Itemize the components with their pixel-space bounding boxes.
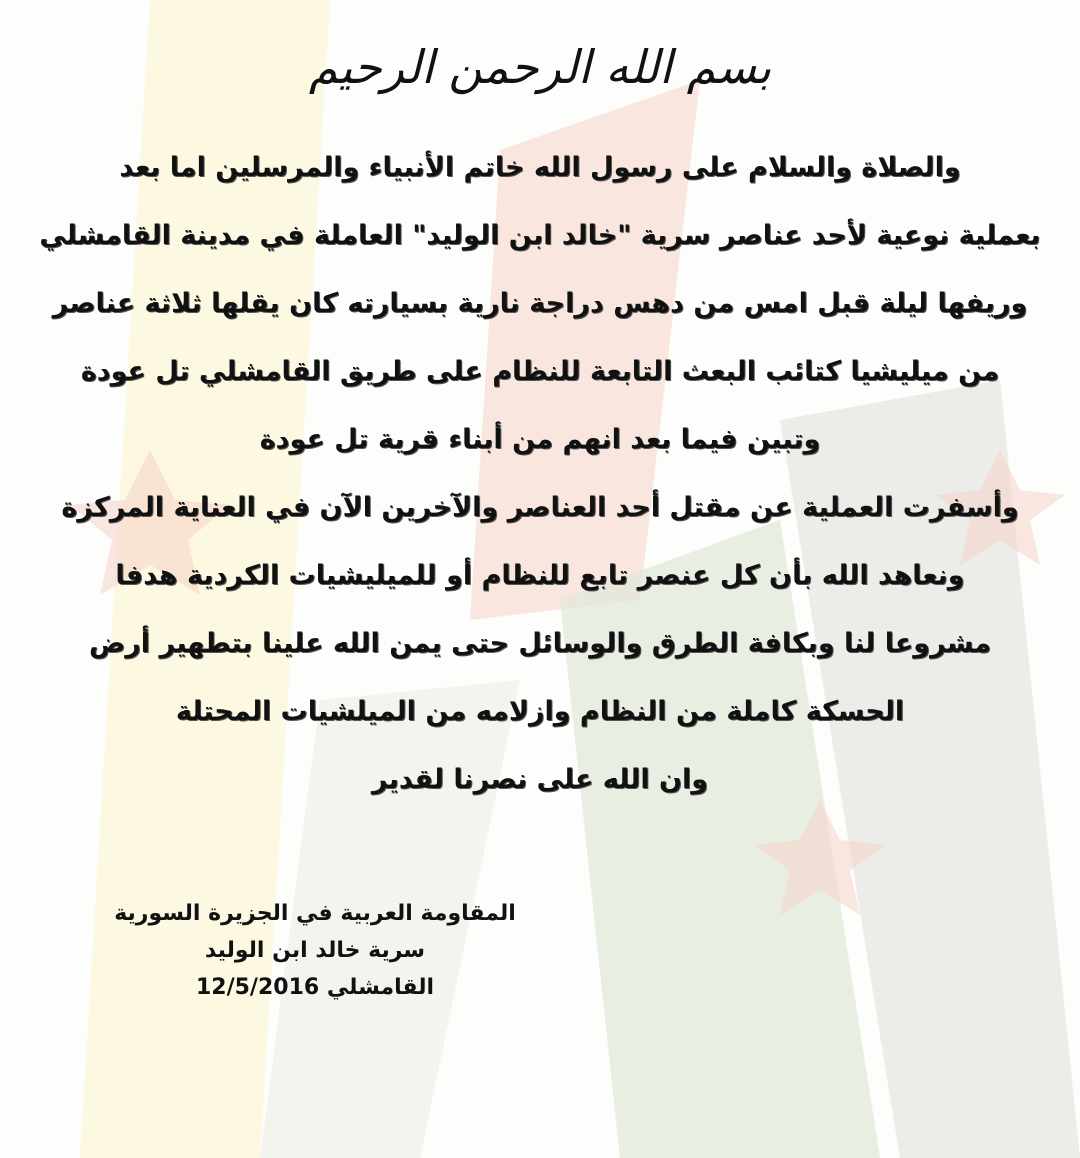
body-line: من ميليشيا كتائب البعث التابعة للنظام على طريق القامشلي تل عودة [80,356,1000,387]
document-content [20,0,1060,1006]
body-line: الحسكة كاملة من النظام وازلامه من الميلشيات المحتلة [175,696,905,727]
body-line: بعملية نوعية لأحد عناصر سرية "خالد ابن الوليد" العاملة في مدينة القامشلي [39,220,1041,251]
body-line: ونعاهد الله بأن كل عنصر تابع للنظام أو للميليشيات الكردية هدفا [115,560,965,591]
signature-organization: المقاومة العربية في الجزيرة السورية [114,901,516,926]
body-line: والصلاة والسلام على رسول الله خاتم الأنبياء والمرسلين اما بعد [119,152,961,183]
statement-body [20,120,1060,820]
signature-place-date: القامشلي 12/5/2016 [195,975,435,1000]
basmala-heading: بسم الله الرحمن الرحيم [308,40,772,94]
signature-block [90,895,540,1006]
signature-unit: سرية خالد ابن الوليد [204,938,426,963]
body-line: وتبين فيما بعد انهم من أبناء قرية تل عودة [259,424,821,455]
body-line: وريفها ليلة قبل امس من دهس دراجة نارية بسيارته كان يقلها ثلاثة عناصر [52,288,1028,319]
body-line: وأسفرت العملية عن مقتل أحد العناصر والآخرين الآن في العناية المركزة [61,492,1019,523]
body-line: وان الله على نصرنا لقدير [371,764,709,795]
body-line: مشروعا لنا وبكافة الطرق والوسائل حتى يمن الله علينا بتطهير أرض [88,628,992,659]
